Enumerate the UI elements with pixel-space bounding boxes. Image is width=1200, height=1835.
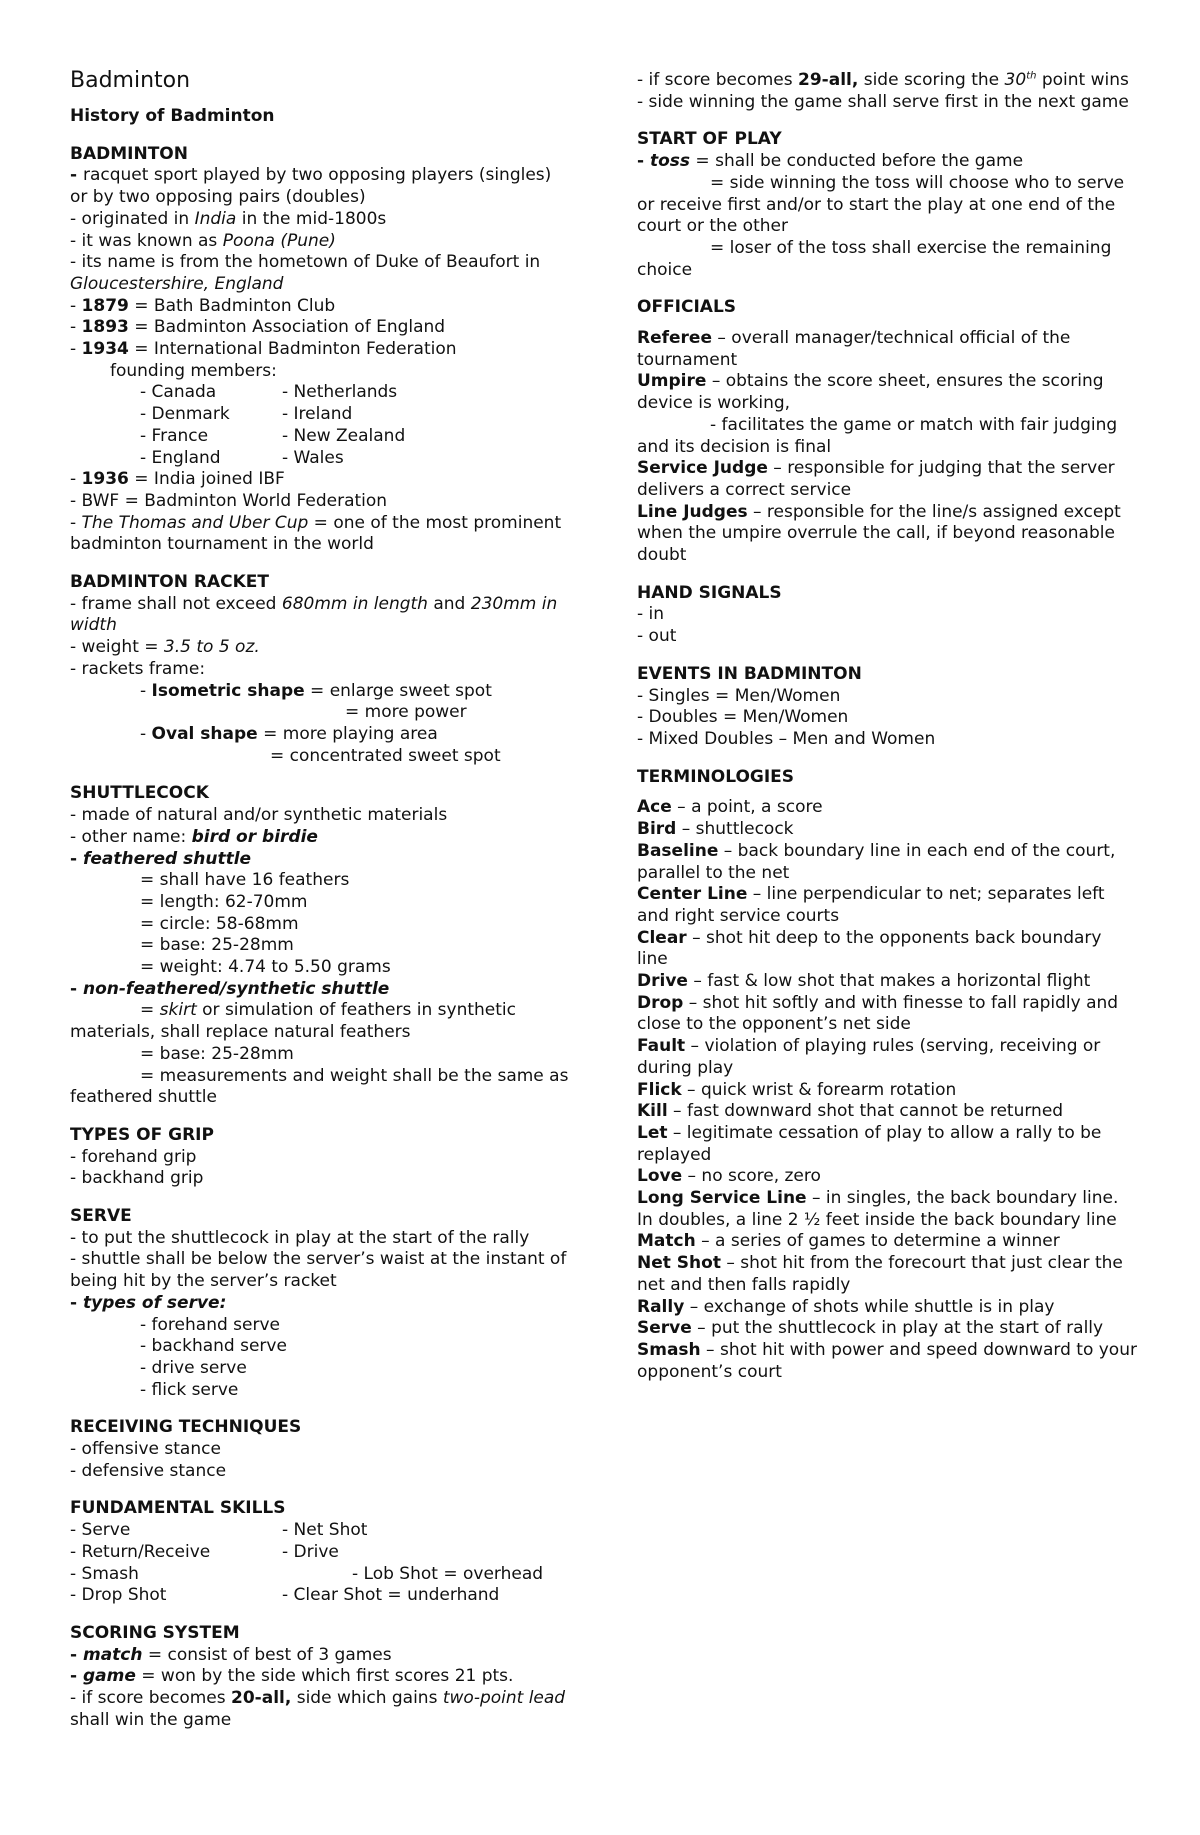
- frame-label: - rackets frame:: [70, 658, 206, 679]
- term-item: Bird – shuttlecock: [637, 819, 794, 840]
- name-origin-line: - its name is from the hometown of Duke of Beaufort in Gloucestershire, England: [70, 252, 541, 294]
- racket-heading: BADMINTON RACKET: [70, 572, 269, 593]
- term-item: Drive – fast & low shot that makes a horizontal flight: [637, 971, 1091, 992]
- list-item: - Singles = Men/Women: [637, 685, 841, 706]
- deuce-29-line: - if score becomes 29-all, side scoring the 30th point wins: [637, 70, 1129, 90]
- definition-line: - racquet sport played by two opposing players (singles) or by two opposing pairs (doubles): [70, 165, 552, 208]
- feathered-label: - feathered shuttle: [70, 848, 252, 869]
- document-title: Badminton: [70, 68, 191, 93]
- members-row: - France - New Zealand: [140, 425, 406, 446]
- toss-loser-line: = loser of the toss shall exercise the remaining: [710, 237, 1112, 258]
- list-item: - backhand grip: [70, 1168, 204, 1189]
- serve-line: - shuttle shall be below the server’s waist at the instant of being hit by the server’s racket: [70, 1249, 567, 1292]
- fundamental-heading: FUNDAMENTAL SKILLS: [70, 1498, 286, 1519]
- term-item: Flick – quick wrist & forearm rotation: [637, 1079, 957, 1100]
- terminologies-heading: TERMINOLOGIES: [637, 766, 795, 787]
- term-item: Center Line – line perpendicular to net; separates left and right service courts: [637, 884, 1105, 926]
- right-column: [637, 70, 1137, 1383]
- poona-line: - it was known as Poona (Pune): [70, 230, 336, 251]
- left-column: [70, 66, 570, 1732]
- toss-winner-line-2: or receive first and/or to start the play at one end of the court or the other: [637, 194, 1116, 237]
- list-item: - Doubles = Men/Women: [637, 707, 849, 728]
- skills-row: - Serve - Net Shot: [70, 1520, 368, 1541]
- start-heading: START OF PLAY: [637, 129, 782, 150]
- scoring-heading: SCORING SYSTEM: [70, 1623, 240, 1643]
- list-item: - offensive stance: [70, 1439, 221, 1460]
- origin-line: - originated in India in the mid-1800s: [70, 208, 387, 229]
- list-item: - in: [637, 604, 665, 625]
- frame-size-line: - frame shall not exceed 680mm in length and 230mm in width: [70, 593, 558, 636]
- feathered-spec: = length: 62-70mm: [140, 891, 308, 912]
- next-game-line: - side winning the game shall serve first in the next game: [637, 91, 1129, 112]
- umpire-line-3: and its decision is final: [637, 436, 832, 457]
- term-item: Fault – violation of playing rules (serving, receiving or during play: [637, 1036, 1101, 1078]
- term-item: Baseline – back boundary line in each end of the court, parallel to the net: [637, 840, 1116, 883]
- list-item: - forehand grip: [70, 1146, 197, 1167]
- serve-types-label: - types of serve:: [70, 1292, 227, 1313]
- year-1934-line: - 1934 = International Badminton Federation: [70, 339, 457, 360]
- term-item: Ace – a point, a score: [637, 797, 823, 818]
- referee-line: Referee – overall manager/technical official of the tournament: [637, 328, 1071, 370]
- year-1879-line: - 1879 = Bath Badminton Club: [70, 295, 336, 316]
- term-item: Serve – put the shuttlecock in play at the start of rally: [637, 1318, 1104, 1339]
- list-item: - backhand serve: [140, 1336, 287, 1357]
- oval-line-2: = concentrated sweet spot: [270, 745, 501, 766]
- year-1893-line: - 1893 = Badminton Association of England: [70, 317, 446, 338]
- list-item: - drive serve: [140, 1357, 247, 1378]
- term-item: Clear – shot hit deep to the opponents back boundary line: [637, 927, 1102, 970]
- line-judges-line: Line Judges – responsible for the line/s assigned except when the umpire overrule the call, if beyond reasonable doubt: [637, 501, 1121, 566]
- bwf-line: - BWF = Badminton World Federation: [70, 490, 388, 511]
- skills-row: - Drop Shot - Clear Shot = underhand: [70, 1585, 500, 1606]
- officials-heading: OFFICIALS: [637, 297, 737, 318]
- term-item: Drop – shot hit softly and with finesse to fall rapidly and close to the opponent’s net side: [637, 992, 1119, 1035]
- term-item: Love – no score, zero: [637, 1166, 821, 1187]
- serve-heading: SERVE: [70, 1206, 132, 1227]
- synthetic-spec: = skirt or simulation of feathers in synthetic materials, shall replace natural feathers: [70, 1000, 516, 1043]
- feathered-spec: = circle: 58-68mm: [140, 913, 299, 934]
- cup-line: - The Thomas and Uber Cup = one of the most prominent badminton tournament in the world: [70, 512, 562, 555]
- term-item: Rally – exchange of shots while shuttle is in play: [637, 1296, 1055, 1317]
- umpire-line: Umpire – obtains the score sheet, ensures the scoring device is working,: [637, 371, 1104, 414]
- list-item: - forehand serve: [140, 1314, 280, 1335]
- synthetic-spec: = base: 25-28mm: [140, 1043, 294, 1064]
- members-row: - Denmark - Ireland: [140, 404, 353, 425]
- grip-heading: TYPES OF GRIP: [70, 1124, 214, 1145]
- members-row: - England - Wales: [140, 447, 344, 468]
- deuce-20-line: - if score becomes 20-all, side which gains two-point lead shall win the game: [70, 1688, 566, 1730]
- umpire-line-2: - facilitates the game or match with fair judging: [710, 414, 1118, 435]
- receiving-heading: RECEIVING TECHNIQUES: [70, 1417, 302, 1438]
- history-heading: History of Badminton: [70, 106, 275, 126]
- list-item: - flick serve: [140, 1379, 239, 1400]
- materials-line: - made of natural and/or synthetic materials: [70, 805, 448, 826]
- serve-line: - to put the shuttlecock in play at the start of the rally: [70, 1227, 530, 1248]
- badminton-heading: BADMINTON: [70, 143, 188, 164]
- game-line: - game = won by the side which first scores 21 pts.: [70, 1666, 514, 1687]
- term-item: Match – a series of games to determine a winner: [637, 1231, 1060, 1252]
- list-item: - Mixed Doubles – Men and Women: [637, 728, 936, 749]
- events-heading: EVENTS IN BADMINTON: [637, 663, 862, 684]
- term-item: Net Shot – shot hit from the forecourt that just clear the net and then falls rapidly: [637, 1253, 1123, 1295]
- term-item: Long Service Line – in singles, the back boundary line. In doubles, a line 2 ½ feet inside the back boundary line: [637, 1188, 1119, 1230]
- feathered-spec: = weight: 4.74 to 5.50 grams: [140, 957, 391, 978]
- list-item: - defensive stance: [70, 1460, 227, 1481]
- toss-winner-line: = side winning the toss will choose who to serve: [710, 172, 1125, 193]
- members-row: - Canada - Netherlands: [140, 382, 398, 403]
- term-item: Kill – fast downward shot that cannot be returned: [637, 1101, 1064, 1122]
- founding-members-label: founding members:: [110, 360, 277, 381]
- service-judge-line: Service Judge – responsible for judging that the server delivers a correct service: [637, 458, 1115, 500]
- feathered-spec: = base: 25-28mm: [140, 935, 294, 956]
- skills-row: - Smash - Lob Shot = overhead: [70, 1563, 544, 1584]
- synthetic-spec: = measurements and weight shall be the same as feathered shuttle: [70, 1065, 569, 1108]
- oval-line: - Oval shape = more playing area: [140, 723, 438, 744]
- toss-line: - toss = shall be conducted before the game: [637, 151, 1024, 172]
- isometric-line: - Isometric shape = enlarge sweet spot: [140, 680, 492, 701]
- feathered-spec: = shall have 16 feathers: [140, 870, 350, 891]
- year-1936-line: - 1936 = India joined IBF: [70, 469, 285, 490]
- match-line: - match = consist of best of 3 games: [70, 1644, 392, 1665]
- term-item: Let – legitimate cessation of play to allow a rally to be replayed: [637, 1122, 1102, 1165]
- skills-row: - Return/Receive - Drive: [70, 1541, 339, 1562]
- term-item: Smash – shot hit with power and speed downward to your opponent’s court: [637, 1339, 1137, 1382]
- synthetic-label: - non-feathered/synthetic shuttle: [70, 978, 390, 999]
- toss-loser-line-2: choice: [637, 259, 693, 280]
- weight-line: - weight = 3.5 to 5 oz.: [70, 637, 260, 658]
- shuttlecock-heading: SHUTTLECOCK: [70, 783, 209, 804]
- hand-signals-heading: HAND SIGNALS: [637, 582, 782, 603]
- isometric-line-2: = more power: [345, 702, 467, 723]
- list-item: - out: [637, 626, 677, 647]
- other-name-line: - other name: bird or birdie: [70, 826, 318, 847]
